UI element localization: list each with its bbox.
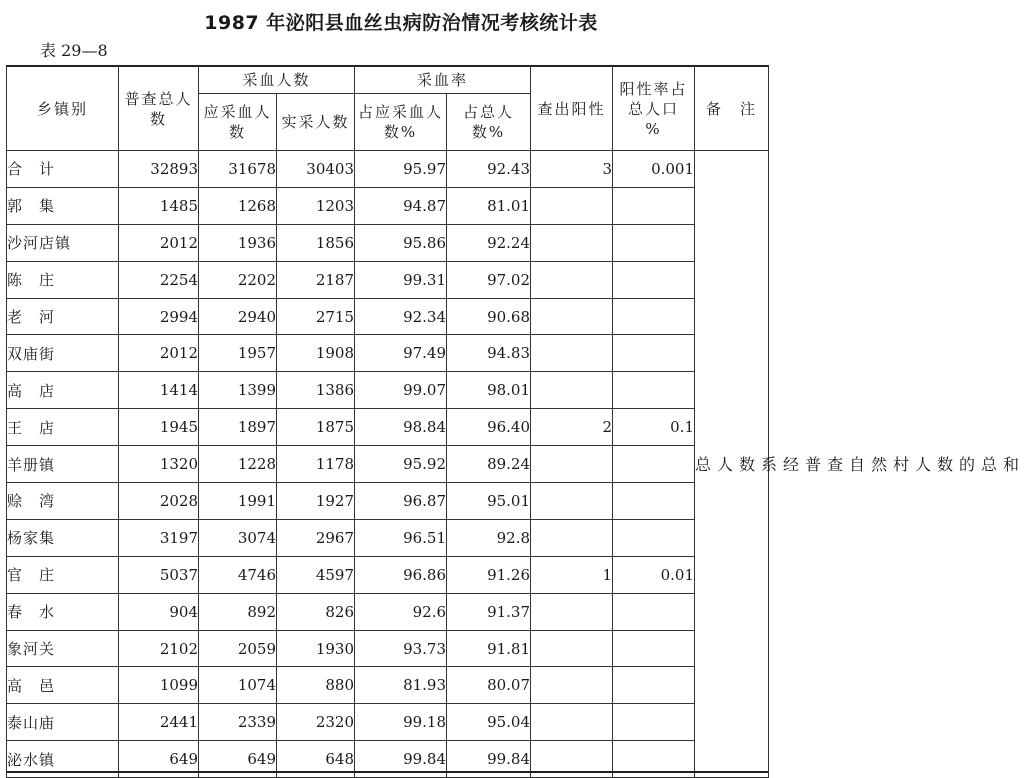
cell-rate-of-total: 99.84 bbox=[447, 741, 531, 778]
cell-positive bbox=[531, 298, 613, 335]
cell-positive-rate bbox=[613, 372, 695, 409]
cell-rate-of-due: 99.18 bbox=[355, 704, 447, 741]
cell-blood-due: 2059 bbox=[199, 630, 277, 667]
cell-blood-actual: 648 bbox=[277, 741, 355, 778]
table-row bbox=[7, 667, 769, 704]
table-row bbox=[7, 261, 769, 298]
cell-population: 2028 bbox=[119, 483, 199, 520]
table-row bbox=[7, 593, 769, 630]
cell-blood-due: 31678 bbox=[199, 151, 277, 188]
cell-town: 高 邑 bbox=[7, 667, 119, 704]
table-row bbox=[7, 704, 769, 741]
cell-positive-rate bbox=[613, 261, 695, 298]
cell-rate-of-due: 94.87 bbox=[355, 187, 447, 224]
cell-positive: 3 bbox=[531, 151, 613, 188]
cell-blood-actual: 1203 bbox=[277, 187, 355, 224]
statistics-table bbox=[6, 65, 1025, 778]
cell-positive-rate bbox=[613, 593, 695, 630]
cell-rate-of-total: 81.01 bbox=[447, 187, 531, 224]
cell-town: 老 河 bbox=[7, 298, 119, 335]
cell-town: 春 水 bbox=[7, 593, 119, 630]
cell-positive-rate bbox=[613, 187, 695, 224]
cell-rate-of-total: 91.37 bbox=[447, 593, 531, 630]
cell-town: 杨家集 bbox=[7, 519, 119, 556]
cell-positive bbox=[531, 187, 613, 224]
cell-positive bbox=[531, 667, 613, 704]
cell-rate-of-total: 92.8 bbox=[447, 519, 531, 556]
cell-rate-of-total: 95.01 bbox=[447, 483, 531, 520]
cell-town: 沙河店镇 bbox=[7, 224, 119, 261]
table-row bbox=[7, 556, 769, 593]
cell-town: 王 店 bbox=[7, 409, 119, 446]
cell-population: 2254 bbox=[119, 261, 199, 298]
cell-blood-actual: 2320 bbox=[277, 704, 355, 741]
cell-town: 象河关 bbox=[7, 630, 119, 667]
table-row bbox=[7, 483, 769, 520]
cell-rate-of-due: 93.73 bbox=[355, 630, 447, 667]
cell-rate-of-total: 90.68 bbox=[447, 298, 531, 335]
header-town: 乡镇别 bbox=[7, 66, 119, 151]
cell-population: 1320 bbox=[119, 446, 199, 483]
cell-population: 649 bbox=[119, 741, 199, 778]
cell-positive-rate: 0.001 bbox=[613, 151, 695, 188]
cell-blood-due: 649 bbox=[199, 741, 277, 778]
cell-blood-actual: 1875 bbox=[277, 409, 355, 446]
cell-blood-due: 2940 bbox=[199, 298, 277, 335]
header-rate-of-total: 占总人数% bbox=[447, 94, 531, 151]
cell-positive bbox=[531, 483, 613, 520]
cell-positive bbox=[531, 261, 613, 298]
cell-blood-actual: 2715 bbox=[277, 298, 355, 335]
cell-population: 1945 bbox=[119, 409, 199, 446]
header-positive-rate: 阳性率占总人口 % bbox=[613, 66, 695, 151]
cell-blood-due: 1074 bbox=[199, 667, 277, 704]
cell-blood-actual: 1930 bbox=[277, 630, 355, 667]
table-number: 表 29—8 bbox=[40, 41, 108, 60]
cell-rate-of-total: 94.83 bbox=[447, 335, 531, 372]
cell-blood-due: 2202 bbox=[199, 261, 277, 298]
cell-town: 羊册镇 bbox=[7, 446, 119, 483]
cell-blood-actual: 4597 bbox=[277, 556, 355, 593]
cell-rate-of-total: 97.02 bbox=[447, 261, 531, 298]
cell-rate-of-total: 98.01 bbox=[447, 372, 531, 409]
cell-town: 泰山庙 bbox=[7, 704, 119, 741]
page-title: 1987 年泌阳县血丝虫病防治情况考核统计表 bbox=[204, 12, 598, 34]
cell-positive bbox=[531, 704, 613, 741]
cell-town: 赊 湾 bbox=[7, 483, 119, 520]
cell-positive-rate: 0.1 bbox=[613, 409, 695, 446]
cell-rate-of-total: 91.26 bbox=[447, 556, 531, 593]
header-positive: 查出阳性 bbox=[531, 66, 613, 151]
cell-positive-rate bbox=[613, 483, 695, 520]
cell-blood-due: 1399 bbox=[199, 372, 277, 409]
cell-population: 1414 bbox=[119, 372, 199, 409]
cell-positive bbox=[531, 372, 613, 409]
cell-blood-due: 3074 bbox=[199, 519, 277, 556]
cell-rate-of-total: 91.81 bbox=[447, 630, 531, 667]
cell-blood-due: 1228 bbox=[199, 446, 277, 483]
header-blood-group: 采血人数 bbox=[199, 66, 355, 94]
table-row bbox=[7, 151, 769, 188]
table-row bbox=[7, 409, 769, 446]
cell-rate-of-due: 95.97 bbox=[355, 151, 447, 188]
cell-positive: 2 bbox=[531, 409, 613, 446]
cell-rate-of-total: 95.04 bbox=[447, 704, 531, 741]
cell-positive bbox=[531, 630, 613, 667]
cell-positive bbox=[531, 446, 613, 483]
remarks-cell: 总人数系经普查自然村人数的总和 bbox=[695, 151, 769, 778]
cell-positive bbox=[531, 593, 613, 630]
cell-positive-rate bbox=[613, 704, 695, 741]
cell-population: 2012 bbox=[119, 224, 199, 261]
header-population: 普查总人 数 bbox=[119, 66, 199, 151]
cell-rate-of-total: 89.24 bbox=[447, 446, 531, 483]
cell-blood-actual: 880 bbox=[277, 667, 355, 704]
cell-positive: 1 bbox=[531, 556, 613, 593]
cell-rate-of-due: 92.6 bbox=[355, 593, 447, 630]
cell-rate-of-due: 92.34 bbox=[355, 298, 447, 335]
table-bottom-rule bbox=[6, 771, 768, 773]
cell-blood-due: 1268 bbox=[199, 187, 277, 224]
header-blood-actual: 实采人数 bbox=[277, 94, 355, 151]
cell-population: 1485 bbox=[119, 187, 199, 224]
cell-blood-due: 1936 bbox=[199, 224, 277, 261]
cell-population: 2102 bbox=[119, 630, 199, 667]
cell-rate-of-due: 95.92 bbox=[355, 446, 447, 483]
cell-blood-actual: 1927 bbox=[277, 483, 355, 520]
table-body bbox=[7, 151, 1025, 778]
cell-rate-of-due: 99.07 bbox=[355, 372, 447, 409]
cell-rate-of-due: 99.31 bbox=[355, 261, 447, 298]
table-row bbox=[7, 372, 769, 409]
cell-rate-of-total: 92.24 bbox=[447, 224, 531, 261]
cell-blood-due: 1957 bbox=[199, 335, 277, 372]
cell-rate-of-due: 96.86 bbox=[355, 556, 447, 593]
cell-blood-actual: 1908 bbox=[277, 335, 355, 372]
cell-rate-of-due: 96.51 bbox=[355, 519, 447, 556]
cell-blood-due: 1991 bbox=[199, 483, 277, 520]
cell-town: 合 计 bbox=[7, 151, 119, 188]
cell-rate-of-due: 99.84 bbox=[355, 741, 447, 778]
cell-blood-due: 892 bbox=[199, 593, 277, 630]
cell-positive-rate bbox=[613, 519, 695, 556]
header-blood-due: 应采血人 数 bbox=[199, 94, 277, 151]
cell-rate-of-total: 80.07 bbox=[447, 667, 531, 704]
cell-blood-due: 2339 bbox=[199, 704, 277, 741]
cell-blood-due: 4746 bbox=[199, 556, 277, 593]
table-row bbox=[7, 519, 769, 556]
cell-rate-of-due: 95.86 bbox=[355, 224, 447, 261]
cell-rate-of-due: 98.84 bbox=[355, 409, 447, 446]
cell-blood-actual: 30403 bbox=[277, 151, 355, 188]
cell-population: 2012 bbox=[119, 335, 199, 372]
cell-positive-rate bbox=[613, 667, 695, 704]
cell-blood-actual: 826 bbox=[277, 593, 355, 630]
cell-rate-of-due: 96.87 bbox=[355, 483, 447, 520]
cell-blood-due: 1897 bbox=[199, 409, 277, 446]
cell-positive-rate bbox=[613, 224, 695, 261]
cell-town: 官 庄 bbox=[7, 556, 119, 593]
table-row bbox=[7, 224, 769, 261]
cell-positive-rate bbox=[613, 630, 695, 667]
header-rate-of-due: 占应采血人数% bbox=[355, 94, 447, 151]
header-rate-group: 采血率 bbox=[355, 66, 531, 94]
cell-positive-rate: 0.01 bbox=[613, 556, 695, 593]
cell-positive-rate bbox=[613, 298, 695, 335]
cell-population: 1099 bbox=[119, 667, 199, 704]
cell-town: 双庙街 bbox=[7, 335, 119, 372]
cell-town: 陈 庄 bbox=[7, 261, 119, 298]
table-row bbox=[7, 298, 769, 335]
cell-positive bbox=[531, 224, 613, 261]
cell-population: 3197 bbox=[119, 519, 199, 556]
cell-positive bbox=[531, 335, 613, 372]
cell-positive bbox=[531, 519, 613, 556]
cell-blood-actual: 1386 bbox=[277, 372, 355, 409]
cell-blood-actual: 2187 bbox=[277, 261, 355, 298]
table-row bbox=[7, 446, 769, 483]
cell-rate-of-total: 96.40 bbox=[447, 409, 531, 446]
header-remarks: 备 注 bbox=[695, 66, 769, 151]
cell-town: 郭 集 bbox=[7, 187, 119, 224]
table-row bbox=[7, 630, 769, 667]
cell-blood-actual: 2967 bbox=[277, 519, 355, 556]
cell-population: 2441 bbox=[119, 704, 199, 741]
cell-population: 904 bbox=[119, 593, 199, 630]
cell-rate-of-total: 92.43 bbox=[447, 151, 531, 188]
table-row bbox=[7, 335, 769, 372]
cell-positive-rate bbox=[613, 335, 695, 372]
table-row bbox=[7, 187, 769, 224]
cell-blood-actual: 1178 bbox=[277, 446, 355, 483]
cell-town: 泌水镇 bbox=[7, 741, 119, 778]
cell-population: 32893 bbox=[119, 151, 199, 188]
cell-rate-of-due: 81.93 bbox=[355, 667, 447, 704]
cell-population: 2994 bbox=[119, 298, 199, 335]
cell-rate-of-due: 97.49 bbox=[355, 335, 447, 372]
cell-blood-actual: 1856 bbox=[277, 224, 355, 261]
cell-town: 高 店 bbox=[7, 372, 119, 409]
cell-population: 5037 bbox=[119, 556, 199, 593]
cell-positive-rate bbox=[613, 446, 695, 483]
